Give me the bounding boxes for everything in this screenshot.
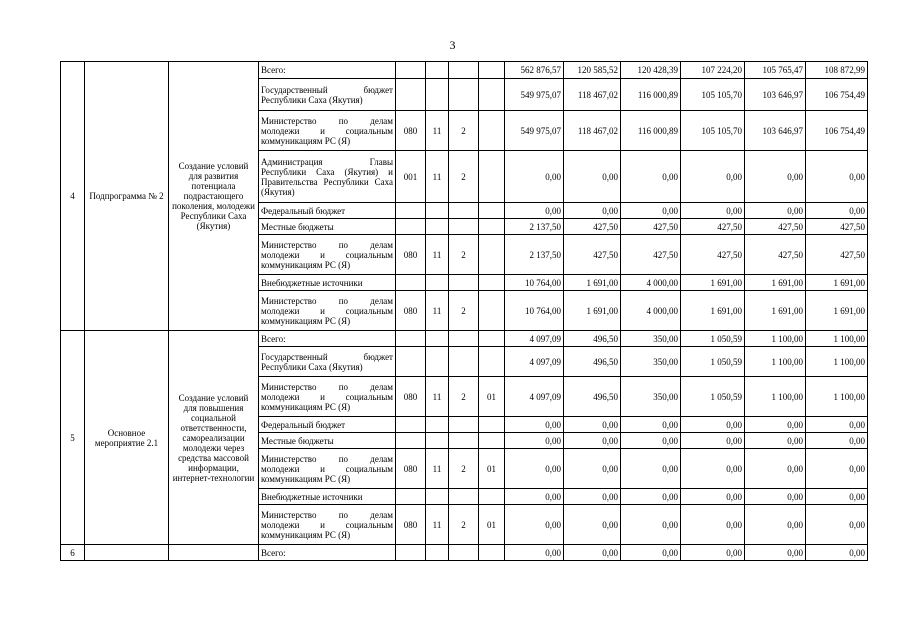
- block-number: 5: [61, 331, 85, 545]
- code-pr: [449, 331, 479, 347]
- code-grbs: [396, 79, 426, 111]
- funding-source: Государственный бюджет Республики Саха (Якутия): [259, 347, 396, 377]
- amount-cell: 0,00: [681, 545, 745, 561]
- page-number: 3: [449, 38, 456, 52]
- code-pr: [449, 545, 479, 561]
- amount-cell: 118 467,02: [564, 79, 621, 111]
- amount-cell: 427,50: [621, 219, 681, 235]
- amount-cell: 4 097,09: [505, 331, 564, 347]
- amount-cell: 0,00: [621, 433, 681, 449]
- amount-cell: 496,50: [564, 331, 621, 347]
- code-pr: [449, 275, 479, 291]
- amount-cell: 0,00: [681, 505, 745, 545]
- amount-cell: 427,50: [681, 235, 745, 275]
- funding-source: Администрация Главы Республики Саха (Якутия) и Правительства Республики Саха (Якутия): [259, 151, 396, 203]
- code-rz: [426, 347, 449, 377]
- amount-cell: 0,00: [564, 151, 621, 203]
- amount-cell: 103 646,97: [745, 111, 806, 151]
- block-name: Подпрограмма № 2: [85, 62, 169, 331]
- code-rz: 11: [426, 111, 449, 151]
- funding-source: Министерство по делам молодежи и социальным коммуникациям РС (Я): [259, 111, 396, 151]
- budget-table: [60, 61, 868, 561]
- code-pr: 2: [449, 449, 479, 489]
- code-rz: [426, 417, 449, 433]
- amount-cell: 0,00: [621, 151, 681, 203]
- code-grbs: 080: [396, 235, 426, 275]
- code-pr: 2: [449, 291, 479, 331]
- code-rz: [426, 203, 449, 219]
- code-pr: [449, 417, 479, 433]
- code-csr: [479, 347, 505, 377]
- amount-cell: 1 691,00: [681, 275, 745, 291]
- amount-cell: 427,50: [745, 219, 806, 235]
- funding-source: Всего:: [259, 545, 396, 561]
- funding-source: Государственный бюджет Республики Саха (Якутия): [259, 79, 396, 111]
- code-rz: [426, 433, 449, 449]
- amount-cell: 1 100,00: [806, 347, 868, 377]
- amount-cell: 427,50: [806, 219, 868, 235]
- code-csr: [479, 235, 505, 275]
- code-grbs: [396, 203, 426, 219]
- amount-cell: 103 646,97: [745, 79, 806, 111]
- code-rz: 11: [426, 291, 449, 331]
- amount-cell: 0,00: [505, 505, 564, 545]
- code-csr: 01: [479, 449, 505, 489]
- amount-cell: 116 000,89: [621, 111, 681, 151]
- code-rz: 11: [426, 151, 449, 203]
- code-rz: [426, 79, 449, 111]
- amount-cell: 0,00: [806, 151, 868, 203]
- amount-cell: 0,00: [564, 417, 621, 433]
- funding-source: Местные бюджеты: [259, 433, 396, 449]
- amount-cell: 1 100,00: [745, 331, 806, 347]
- block-number: 4: [61, 62, 85, 331]
- amount-cell: 427,50: [564, 219, 621, 235]
- amount-cell: 4 000,00: [621, 275, 681, 291]
- amount-cell: 427,50: [806, 235, 868, 275]
- amount-cell: 427,50: [681, 219, 745, 235]
- code-pr: [449, 62, 479, 79]
- amount-cell: 0,00: [806, 489, 868, 505]
- block-goal: Создание условий для развития потенциала подрастающего поколения, молодежи Республики Саха (Якутия): [169, 62, 259, 331]
- amount-cell: 105 105,70: [681, 79, 745, 111]
- amount-cell: 1 100,00: [806, 331, 868, 347]
- code-csr: [479, 275, 505, 291]
- amount-cell: 0,00: [621, 505, 681, 545]
- funding-source: Федеральный бюджет: [259, 417, 396, 433]
- block-goal: Создание условий для повышения социальной ответственности, самореализации молодежи через средства массовой информации, интернет-технологии: [169, 331, 259, 545]
- amount-cell: 118 467,02: [564, 111, 621, 151]
- code-grbs: 080: [396, 505, 426, 545]
- block-goal: [169, 545, 259, 561]
- amount-cell: 108 872,99: [806, 62, 868, 79]
- code-pr: [449, 203, 479, 219]
- amount-cell: 106 754,49: [806, 111, 868, 151]
- code-csr: [479, 291, 505, 331]
- code-grbs: [396, 219, 426, 235]
- amount-cell: 120 585,52: [564, 62, 621, 79]
- amount-cell: 0,00: [681, 203, 745, 219]
- block-number: 6: [61, 545, 85, 561]
- code-csr: [479, 79, 505, 111]
- amount-cell: 427,50: [564, 235, 621, 275]
- code-csr: [479, 151, 505, 203]
- amount-cell: 1 100,00: [745, 347, 806, 377]
- amount-cell: 1 100,00: [745, 377, 806, 417]
- amount-cell: 0,00: [621, 545, 681, 561]
- code-grbs: [396, 489, 426, 505]
- amount-cell: 1 691,00: [806, 275, 868, 291]
- funding-source: Федеральный бюджет: [259, 203, 396, 219]
- code-rz: [426, 219, 449, 235]
- amount-cell: 107 224,20: [681, 62, 745, 79]
- amount-cell: 562 876,57: [505, 62, 564, 79]
- amount-cell: 549 975,07: [505, 111, 564, 151]
- amount-cell: 4 097,09: [505, 377, 564, 417]
- code-csr: [479, 203, 505, 219]
- amount-cell: 0,00: [745, 203, 806, 219]
- funding-source: Всего:: [259, 62, 396, 79]
- amount-cell: 0,00: [745, 545, 806, 561]
- amount-cell: 0,00: [564, 449, 621, 489]
- amount-cell: 0,00: [621, 449, 681, 489]
- amount-cell: 10 764,00: [505, 275, 564, 291]
- amount-cell: 4 000,00: [621, 291, 681, 331]
- amount-cell: 0,00: [806, 203, 868, 219]
- block-name: [85, 545, 169, 561]
- amount-cell: 0,00: [505, 417, 564, 433]
- amount-cell: 1 691,00: [564, 291, 621, 331]
- amount-cell: 1 691,00: [681, 291, 745, 331]
- table-row: [61, 62, 868, 79]
- code-grbs: [396, 347, 426, 377]
- amount-cell: 1 100,00: [806, 377, 868, 417]
- code-grbs: [396, 417, 426, 433]
- amount-cell: 0,00: [621, 489, 681, 505]
- amount-cell: 4 097,09: [505, 347, 564, 377]
- code-pr: [449, 79, 479, 111]
- code-pr: [449, 219, 479, 235]
- code-pr: [449, 489, 479, 505]
- funding-source: Всего:: [259, 331, 396, 347]
- code-rz: 11: [426, 235, 449, 275]
- amount-cell: 0,00: [681, 449, 745, 489]
- amount-cell: 0,00: [564, 545, 621, 561]
- funding-source: Внебюджетные источники: [259, 275, 396, 291]
- code-csr: 01: [479, 505, 505, 545]
- amount-cell: 1 691,00: [564, 275, 621, 291]
- amount-cell: 0,00: [745, 449, 806, 489]
- amount-cell: 0,00: [505, 433, 564, 449]
- amount-cell: 496,50: [564, 377, 621, 417]
- amount-cell: 1 050,59: [681, 377, 745, 417]
- code-rz: 11: [426, 505, 449, 545]
- amount-cell: 0,00: [681, 417, 745, 433]
- code-rz: 11: [426, 377, 449, 417]
- amount-cell: 0,00: [806, 545, 868, 561]
- amount-cell: 105 105,70: [681, 111, 745, 151]
- funding-source: Министерство по делам молодежи и социальным коммуникациям РС (Я): [259, 291, 396, 331]
- code-pr: 2: [449, 151, 479, 203]
- table-row: [61, 545, 868, 561]
- amount-cell: 0,00: [505, 545, 564, 561]
- amount-cell: 1 691,00: [745, 291, 806, 331]
- funding-source: Министерство по делам молодежи и социальным коммуникациям РС (Я): [259, 235, 396, 275]
- code-csr: [479, 331, 505, 347]
- amount-cell: 0,00: [564, 505, 621, 545]
- code-rz: [426, 489, 449, 505]
- amount-cell: 496,50: [564, 347, 621, 377]
- table-row: [61, 331, 868, 347]
- block-name: Основное мероприятие 2.1: [85, 331, 169, 545]
- amount-cell: 0,00: [564, 433, 621, 449]
- code-rz: [426, 275, 449, 291]
- amount-cell: 1 050,59: [681, 347, 745, 377]
- code-grbs: [396, 433, 426, 449]
- amount-cell: 1 691,00: [745, 275, 806, 291]
- amount-cell: 0,00: [505, 203, 564, 219]
- amount-cell: 0,00: [564, 489, 621, 505]
- amount-cell: 549 975,07: [505, 79, 564, 111]
- amount-cell: 10 764,00: [505, 291, 564, 331]
- amount-cell: 0,00: [505, 151, 564, 203]
- amount-cell: 106 754,49: [806, 79, 868, 111]
- code-pr: 2: [449, 377, 479, 417]
- amount-cell: 0,00: [505, 449, 564, 489]
- code-rz: [426, 331, 449, 347]
- code-csr: [479, 545, 505, 561]
- code-pr: 2: [449, 505, 479, 545]
- amount-cell: 0,00: [745, 489, 806, 505]
- amount-cell: 0,00: [806, 433, 868, 449]
- code-csr: [479, 433, 505, 449]
- amount-cell: 0,00: [505, 489, 564, 505]
- amount-cell: 0,00: [745, 505, 806, 545]
- amount-cell: 0,00: [806, 417, 868, 433]
- code-grbs: 080: [396, 449, 426, 489]
- amount-cell: 2 137,50: [505, 235, 564, 275]
- code-grbs: 080: [396, 111, 426, 151]
- funding-source: Местные бюджеты: [259, 219, 396, 235]
- code-pr: [449, 433, 479, 449]
- code-grbs: 080: [396, 291, 426, 331]
- amount-cell: 116 000,89: [621, 79, 681, 111]
- amount-cell: 0,00: [681, 433, 745, 449]
- code-grbs: [396, 62, 426, 79]
- amount-cell: 427,50: [621, 235, 681, 275]
- amount-cell: 0,00: [745, 417, 806, 433]
- code-grbs: 080: [396, 377, 426, 417]
- code-pr: 2: [449, 111, 479, 151]
- code-csr: [479, 489, 505, 505]
- amount-cell: 1 691,00: [806, 291, 868, 331]
- code-csr: [479, 62, 505, 79]
- amount-cell: 350,00: [621, 331, 681, 347]
- code-csr: [479, 111, 505, 151]
- amount-cell: 1 050,59: [681, 331, 745, 347]
- code-grbs: [396, 545, 426, 561]
- code-pr: 2: [449, 235, 479, 275]
- amount-cell: 0,00: [745, 151, 806, 203]
- amount-cell: 0,00: [681, 489, 745, 505]
- amount-cell: 350,00: [621, 377, 681, 417]
- amount-cell: 2 137,50: [505, 219, 564, 235]
- amount-cell: 427,50: [745, 235, 806, 275]
- funding-source: Внебюджетные источники: [259, 489, 396, 505]
- amount-cell: 0,00: [745, 433, 806, 449]
- code-grbs: [396, 275, 426, 291]
- funding-source: Министерство по делам молодежи и социальным коммуникациям РС (Я): [259, 505, 396, 545]
- code-grbs: [396, 331, 426, 347]
- code-rz: [426, 62, 449, 79]
- code-rz: 11: [426, 449, 449, 489]
- code-grbs: 001: [396, 151, 426, 203]
- amount-cell: 0,00: [621, 417, 681, 433]
- code-csr: [479, 219, 505, 235]
- amount-cell: 0,00: [806, 505, 868, 545]
- amount-cell: 350,00: [621, 347, 681, 377]
- code-csr: 01: [479, 377, 505, 417]
- amount-cell: 0,00: [681, 151, 745, 203]
- code-rz: [426, 545, 449, 561]
- code-csr: [479, 417, 505, 433]
- amount-cell: 0,00: [621, 203, 681, 219]
- amount-cell: 0,00: [564, 203, 621, 219]
- amount-cell: 0,00: [806, 449, 868, 489]
- funding-source: Министерство по делам молодежи и социальным коммуникациям РС (Я): [259, 449, 396, 489]
- funding-source: Министерство по делам молодежи и социальным коммуникациям РС (Я): [259, 377, 396, 417]
- code-pr: [449, 347, 479, 377]
- amount-cell: 105 765,47: [745, 62, 806, 79]
- amount-cell: 120 428,39: [621, 62, 681, 79]
